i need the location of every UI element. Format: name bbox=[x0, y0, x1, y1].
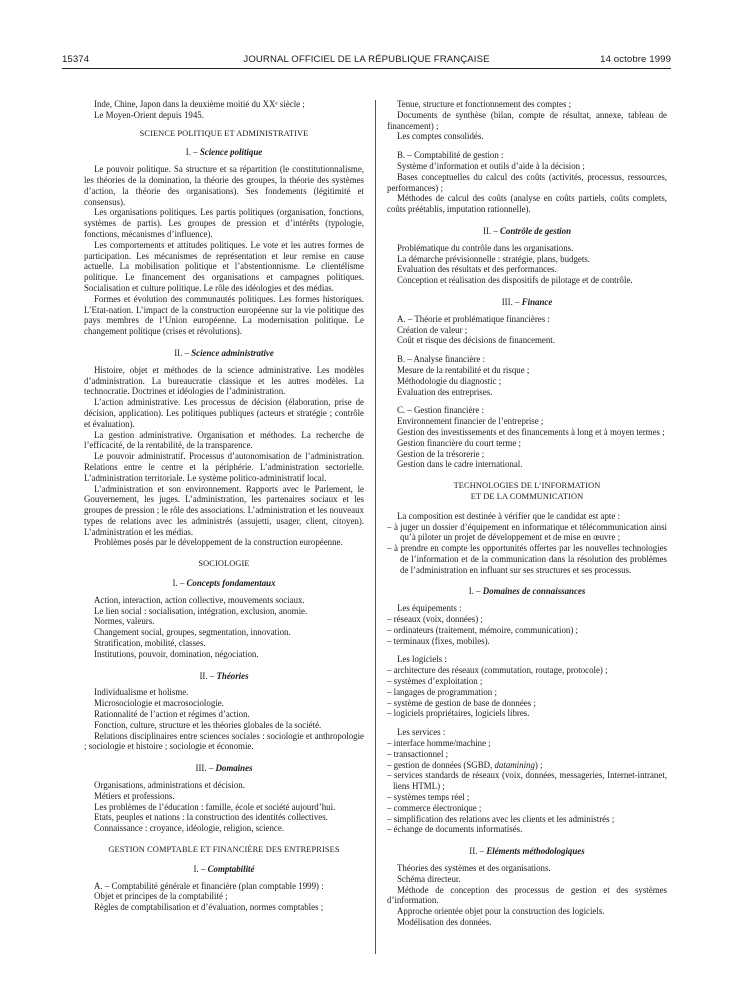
list-item: Règles de comptabilisation et d’évaluation, normes comptables ; bbox=[94, 902, 324, 913]
paragraph: La composition est destinée à vérifier que le candidat est apte : bbox=[397, 510, 621, 521]
list-item: Gestion de la trésorerie ; bbox=[397, 448, 485, 459]
list-item: – commerce électronique ; bbox=[387, 802, 482, 813]
list-item: Fonction, culture, structure et les théories globales de la société. bbox=[94, 719, 322, 730]
header-rule bbox=[62, 68, 671, 69]
list-item: Individualisme et holisme. bbox=[94, 687, 189, 698]
intro-line: Inde, Chine, Japon dans la deuxième moitié du XXᵉ siècle ; bbox=[94, 99, 305, 109]
list-item: – gestion de données (SGBD, datamining) ; bbox=[387, 759, 543, 770]
list-item: A. – Théorie et problématique financières : bbox=[397, 313, 550, 324]
list-item: – terminaux (fixes, mobiles). bbox=[387, 635, 490, 646]
list-item: – langages de programmation ; bbox=[387, 686, 497, 697]
list-item: Système d’information et outils d’aide à la décision ; bbox=[397, 160, 585, 171]
list-item: Gestion dans le cadre international. bbox=[397, 459, 523, 470]
column-divider bbox=[375, 100, 376, 954]
journal-title: JOURNAL OFFICIEL DE LA RÉPUBLIQUE FRANÇAISE bbox=[243, 54, 490, 65]
list-item: Relations disciplinaires entre sciences sociales : sociologie et anthropologie ; sociologie et histoire ; sociologie et économie. bbox=[84, 730, 364, 752]
left-column bbox=[84, 99, 364, 913]
paragraph: La gestion administrative. Organisation et méthodes. La recherche de l’efficacité, de la rentabilité, de la transparence. bbox=[84, 429, 364, 451]
list-item: Changement social, groupes, segmentation, innovation. bbox=[94, 627, 291, 638]
subsection-heading-controle-de-gestion: II. – Contrôle de gestion bbox=[482, 225, 572, 236]
list-item: Théories des systèmes et des organisations. bbox=[397, 863, 551, 874]
list-item: – échange de documents informatisés. bbox=[387, 824, 523, 835]
page-number: 15374 bbox=[62, 54, 90, 65]
list-item: – réseaux (voix, données) ; bbox=[387, 614, 483, 625]
subsection-heading-comptabilite: I. – Comptabilité bbox=[193, 863, 255, 874]
paragraph: Les comportements et attitudes politiques. Le vote et les autres formes de participation. Les mécanismes de représentation et leur remise en cause actuelle. La mobilisation politique et l’abstentionnisme. Le clientélisme politique. Le financement des organisations et campagnes politiques. Socialisation et culture politique. Le rôle des idéologies et des médias. bbox=[84, 239, 364, 293]
list-item: Méthode de conception des processus de gestion et des systèmes d’information. bbox=[387, 884, 667, 906]
section-heading-sociologie: SOCIOLOGIE bbox=[198, 559, 250, 569]
list-heading: Les services : bbox=[397, 727, 446, 738]
list-item: Institutions, pouvoir, domination, négociation. bbox=[94, 648, 259, 659]
subsection-heading-domaines-de-connaissances: I. – Domaines de connaissances bbox=[468, 586, 586, 597]
section-heading-gestion-comptable: GESTION COMPTABLE ET FINANCIÈRE DES ENTREPRISES bbox=[108, 845, 340, 855]
list-item: Schéma directeur. bbox=[397, 873, 461, 884]
list-item: Les comptes consolidés. bbox=[397, 131, 484, 142]
list-item: – transactionnel ; bbox=[387, 748, 449, 759]
list-item: Coût et risque des décisions de financement. bbox=[397, 335, 555, 346]
section-heading-technologies-line-1: TECHNOLOGIES DE L’INFORMATION bbox=[453, 481, 601, 491]
list-item: Approche orientée objet pour la construction des logiciels. bbox=[397, 906, 605, 917]
list-item: – systèmes d’exploitation ; bbox=[387, 676, 483, 687]
subsection-heading-theories: II. – Théories bbox=[199, 670, 249, 681]
list-item: Modélisation des données. bbox=[397, 917, 492, 927]
list-item: – ordinateurs (traitement, mémoire, communication) ; bbox=[387, 624, 578, 635]
list-item: – simplification des relations avec les clients et les administrés ; bbox=[387, 813, 615, 824]
list-item: Gestion financière du court terme ; bbox=[397, 437, 521, 448]
list-item: Organisations, administrations et décision. bbox=[94, 780, 245, 791]
list-item: – services standards de réseaux (voix, données, messageries, Internet-intranet, liens HTML) ; bbox=[387, 770, 667, 792]
list-item: Mesure de la rentabilité et du risque ; bbox=[397, 364, 530, 375]
list-item: Environnement financier de l’entreprise ; bbox=[397, 416, 544, 427]
list-item: Les problèmes de l’éducation : famille, école et société aujourd’hui. bbox=[94, 801, 336, 812]
section-heading-technologies-line-2: ET DE LA COMMUNICATION bbox=[470, 491, 584, 501]
list-item: – logiciels propriétaires, logiciels libres. bbox=[387, 708, 530, 719]
list-item: C. – Gestion financière : bbox=[397, 405, 484, 416]
paragraph: Les organisations politiques. Les partis politiques (organisation, fonctions, systèmes de partis). Les groupes de pression et d’intérêts (typologie, fonctions, mécanismes d’influence). bbox=[84, 207, 364, 239]
paragraph: Le pouvoir administratif. Processus d’autonomisation de l’administration. Relations entre le centre et la périphérie. L’administration sectorielle. L’administration territoriale. Le système politico-administratif local. bbox=[84, 451, 364, 483]
right-column bbox=[387, 99, 667, 928]
subsection-heading-science-politique: I. – Science politique bbox=[185, 147, 263, 158]
list-item: Création de valeur ; bbox=[397, 324, 468, 335]
list-item: Etats, peuples et nations : la construction des identités collectives. bbox=[94, 812, 328, 823]
list-item: La démarche prévisionnelle : stratégie, plans, budgets. bbox=[397, 253, 590, 264]
list-item: – systèmes temps réel ; bbox=[387, 792, 470, 803]
list-item: Normes, valeurs. bbox=[94, 616, 155, 627]
list-item: – système de gestion de base de données ; bbox=[387, 697, 536, 708]
issue-date: 14 octobre 1999 bbox=[600, 54, 671, 65]
list-heading: Les logiciels : bbox=[397, 654, 447, 665]
paragraph: Problèmes posés par le développement de la construction européenne. bbox=[94, 537, 343, 548]
list-item: Objet et principes de la comptabilité ; bbox=[94, 891, 228, 902]
list-item: Evaluation des résultats et des performances. bbox=[397, 264, 557, 275]
paragraph: L’administration et son environnement. Rapports avec le Parlement, le Gouvernement, les juges. L’administration, les partenaires sociaux et les groupes de pression ; le rôle des associations. L’administration et les nouveaux types de relations avec les administrés (assujetti, usager, client, citoyen). L’administration et les médias. bbox=[84, 483, 364, 537]
list-item: Gestion des investissements et des financements à long et à moyen termes ; bbox=[397, 426, 665, 437]
list-heading: Les équipements : bbox=[397, 603, 462, 614]
page-header bbox=[62, 54, 671, 68]
list-item: Métiers et professions. bbox=[94, 790, 175, 801]
list-item: Microsociologie et macrosociologie. bbox=[94, 698, 224, 709]
list-item: – interface homme/machine ; bbox=[387, 738, 491, 749]
list-item: B. – Comptabilité de gestion : bbox=[397, 150, 504, 161]
subsection-heading-domaines: III. – Domaines bbox=[195, 763, 253, 774]
paragraph: L’action administrative. Les processus de décision (élaboration, prise de décision, application). Les politiques publiques (acteurs et stratégie ; contrôle et évaluation). bbox=[84, 397, 364, 429]
list-item: Méthodes de calcul des coûts (analyse en coûts partiels, coûts complets, coûts préétablis, imputation rationnelle). bbox=[387, 193, 667, 215]
list-item: A. – Comptabilité générale et financière (plan comptable 1999) : bbox=[94, 880, 324, 891]
paragraph: Le pouvoir politique. Sa structure et sa répartition (le constitutionnalisme, les théories de la domination, la théorie des groupes, la théorie des systèmes d’action, la théorie des organisations). Ses fondements (légitimité et consensus). bbox=[84, 164, 364, 207]
list-item: Tenue, structure et fonctionnement des comptes ; bbox=[397, 99, 572, 109]
list-item: Connaissance : croyance, idéologie, religion, science. bbox=[94, 823, 285, 834]
list-item: Stratification, mobilité, classes. bbox=[94, 638, 206, 649]
list-item: Rationnalité de l’action et régimes d’action. bbox=[94, 709, 250, 720]
paragraph: Formes et évolution des communautés politiques. Les formes historiques. L’Etat-nation. L’impact de la construction européenne sur la vie politique des pays membres de l’Union européenne. La modernisation politique. Le changement politique (crises et révolutions). bbox=[84, 293, 364, 337]
list-item: Problématique du contrôle dans les organisations. bbox=[397, 242, 574, 253]
subsection-heading-elements-methodologiques: II. – Eléments méthodologiques bbox=[469, 846, 585, 857]
subsection-heading-science-administrative: II. – Science administrative bbox=[174, 347, 274, 358]
list-item: B. – Analyse financière : bbox=[397, 354, 485, 365]
list-item: Le lien social : socialisation, intégration, exclusion, anomie. bbox=[94, 605, 308, 616]
list-item: Bases conceptuelles du calcul des coûts (activités, processus, ressources, performances) ; bbox=[387, 171, 667, 193]
subsection-heading-finance: III. – Finance bbox=[501, 296, 553, 307]
section-heading-science-politique-administrative: SCIENCE POLITIQUE ET ADMINISTRATIVE bbox=[139, 128, 309, 138]
subsection-heading-concepts-fondamentaux: I. – Concepts fondamentaux bbox=[172, 578, 276, 589]
list-item: – à juger un dossier d’équipement en informatique et télécommunication ainsi qu’à piloter un projet de développement et de mise en œuvre ; bbox=[387, 521, 667, 543]
paragraph: Histoire, objet et méthodes de la science administrative. Les modèles d’administration. La bureaucratie classique et les autres modèles. La technocratie. Doctrines et idéologies de l’administration. bbox=[84, 364, 364, 397]
list-item: – à prendre en compte les opportunités offertes par les nouvelles technologies de l’information et de la communication dans la résolution des problèmes de l’administration en influant sur ses structures et ses processus. bbox=[387, 543, 667, 575]
list-item: Action, interaction, action collective, mouvements sociaux. bbox=[94, 594, 305, 605]
list-item: – architecture des réseaux (commutation, routage, protocole) ; bbox=[387, 665, 608, 676]
list-item: Méthodologie du diagnostic ; bbox=[397, 375, 502, 386]
list-item: Evaluation des entreprises. bbox=[397, 386, 493, 397]
list-item: Conception et réalisation des dispositifs de pilotage et de contrôle. bbox=[397, 275, 633, 286]
intro-line: Le Moyen-Orient depuis 1945. bbox=[94, 109, 204, 120]
list-item: Documents de synthèse (bilan, compte de résultat, annexe, tableau de financement) ; bbox=[387, 109, 667, 131]
